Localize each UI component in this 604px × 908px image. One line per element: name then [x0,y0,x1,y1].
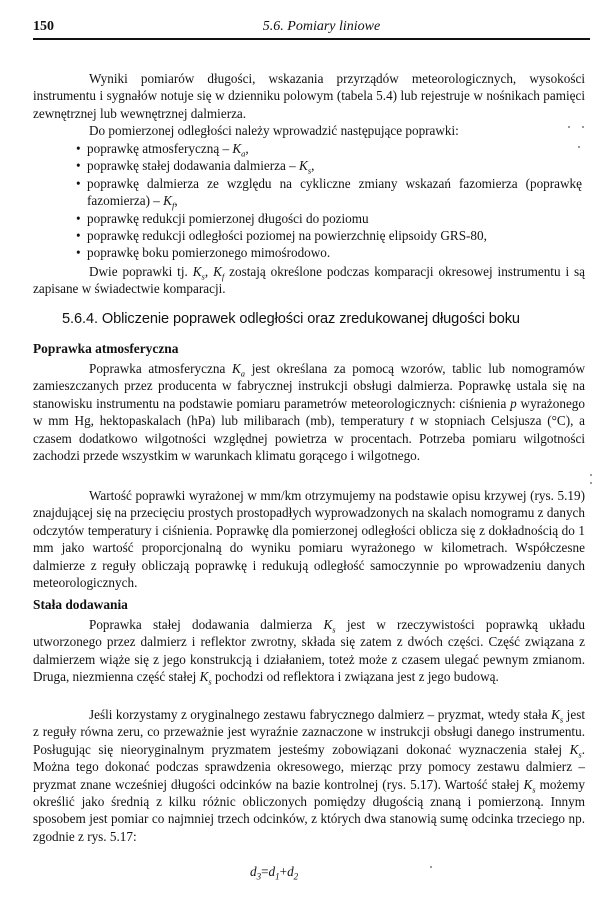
list-item: • poprawkę boku pomierzonego mimośrodowo. [76,245,331,261]
bullet-icon: • [76,245,81,261]
list-item: • poprawkę dalmierza ze względu na cykliczne zmiany wskazań fazomierza (poprawkę fazomierza) – $K_f$, [76,175,582,211]
bullet-icon: • [76,141,81,156]
page-number: 150 [33,19,54,34]
section-heading: 5.6.4. Obliczenie poprawek odległości oraz zredukowanej długości boku [62,311,520,327]
additive-paragraph-2: Jeśli korzystamy z oryginalnego zestawu fabrycznego dalmierz – pryzmat, wtedy stała $K_s$ jest z reguły równa zeru, co przeważnie jest wyraźnie zaznaczone w instrukcji obsługi danego instrumentu. Posługując się nieoryginalnym pryzmatem jesteśmy zobowiązani dokonać wyznaczenia stałej $K_s$. Można tego dokonać podczas sprawdzenia okresowego, mierząc przy pomocy zestawu dalmierz – pryzmat znane wcześniej długości odcinków na bazie kontrolnej (rys. 5.17). Wartość stałej $K_s$ możemy określić jako średnią z kilku różnic obliczonych pomiędzy długością znaną i pomierzoną. Innym sposobem jest pomiar co najmniej trzech odcinków, z których dwa stanowią sumę odcinka trzeciego np. zgodnie z rys. 5.17: [33,707,585,844]
comparison-paragraph: Dwie poprawki tj. $K_s$, $K_f$ zostają określone podczas komparacji okresowej instrumentu i są zapisane w świadectwie komparacji. [33,264,586,297]
list-item: • poprawkę stałej dodawania dalmierza – $K_s$, [76,158,315,177]
intro-paragraph [33,70,585,122]
bullet-icon: • [76,228,81,244]
corrections-list [60,140,592,262]
bullet-icon: • [76,210,81,226]
subheading-atmospheric: Poprawka atmosferyczna [33,341,179,356]
list-item: • poprawkę redukcji odległości poziomej na powierzchnię elipsoidy GRS-80, [76,228,487,244]
atmospheric-paragraph-2: Wartość poprawki wyrażonej w mm/km otrzymujemy na podstawie opisu krzywej (rys. 5.19) znajdującej się na przecięciu prostych prostopadłych wyprowadzonych na skalach nomogramu z danych odczytów temperatury i ciśnienia. Poprawkę dla pomierzonej odległości oblicza się z dokładnością do 1 mm jako wartość proporcjonalną do wyniku pomiaru wyrażonego w kilometrach. Współczesne dalmierze z reguły obliczają poprawkę i redukują odległość samoczynnie po wprowadzeniu danych meteorologicznych. [33,488,585,591]
scan-speck [590,482,592,484]
scan-speck [582,126,584,128]
scan-speck [578,146,580,148]
subheading-additive-constant: Stała dodawania [33,597,128,612]
atmospheric-paragraph-1: Poprawka atmosferyczna $K_a$ jest określana za pomocą wzorów, tablic lub nomogramów zamieszczanych przez producenta w fabrycznej instrukcji obsługi dalmierza. Poprawkę ustala się na stanowisku instrumentu na podstawie pomiaru parametrów meteorologicznych: ciśnienia p wyrażonego w mm Hg, hektopaskalach (hPa) lub milibarach (mb), temperatury t w stopniach Celsjusza (°C), a czasem dodatkowo wilgotności względnej powietrza w procentach. Potrzeba pomiaru wilgotności zachodzi przede wszystkim w warunkach klimatu gorącego i wilgotnego. [33,361,586,464]
list-item: • poprawkę redukcji pomierzonej długości do poziomu [76,210,369,226]
corrections-lead-text: Do pomierzonej odległości należy wprowadzić następujące poprawki: [89,123,459,138]
scan-speck [430,866,432,868]
additive-paragraph-1: Poprawka stałej dodawania dalmierza $K_s$ jest w rzeczywistości poprawką układu utworzonego przez dalmierz i reflektor zwrotny, składa się zatem z dwóch części. Część związana z dalmierzem wiąże się z jego konstrukcją i działaniem, toteż może z czasem ulegać pewnym zmianom. Druga, niezmienna część stałej $K_s$ pochodzi od reflektora i związana jest z jego budową. [33,617,585,687]
corrections-lead-paragraph [33,122,585,139]
formula-d3-equals-d1-plus-d2: $d_3=d_1+d_2$ [250,864,299,882]
list-item: • poprawkę atmosferyczną – $K_a$, [76,141,249,159]
header-rule [33,38,590,40]
intro-text: Wyniki pomiarów długości, wskazania przyrządów meteorologicznych, wysokości instrumentu i sygnałów notuje się w dzienniku polowym (tabela 5.4) lub rejestruje w nośnikach pamięci zewnętrznej lub wewnętrznej dalmierza. [33,71,585,121]
running-head [33,18,590,38]
scan-speck [568,126,570,128]
bullet-icon: • [76,158,81,174]
bullet-icon: • [76,175,81,191]
running-title: 5.6. Pomiary liniowe [262,19,381,34]
scan-speck [590,474,592,476]
